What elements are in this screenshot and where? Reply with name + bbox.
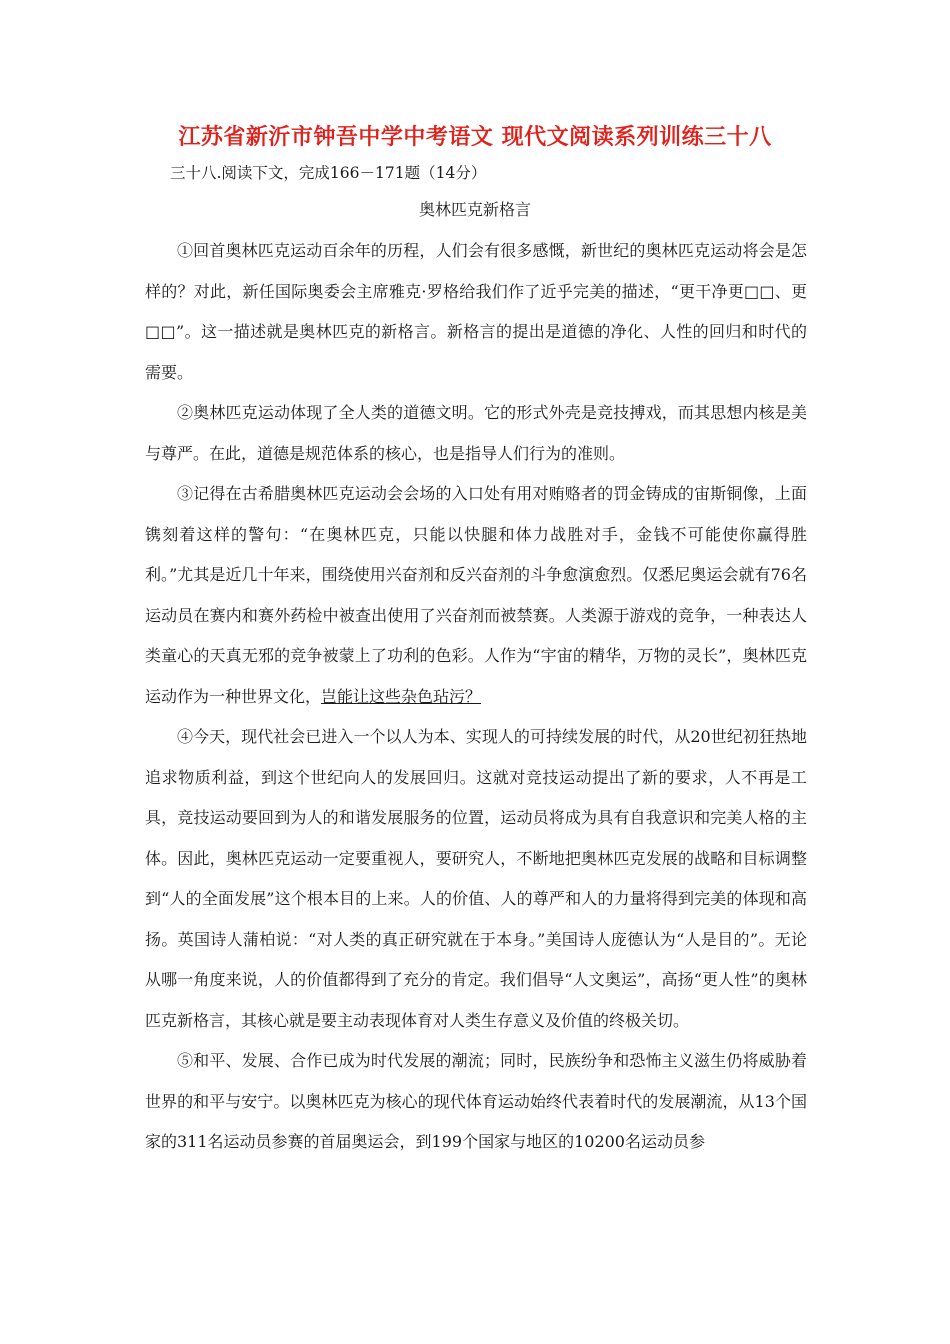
document-title: 江苏省新沂市钟吾中学中考语文 现代文阅读系列训练三十八 [178,125,772,150]
paragraph-5 [145,1041,807,1163]
paragraph-2 [145,393,807,474]
paragraph-text: ②奥林匹克运动体现了全人类的道德文明。它的形式外壳是竞技搏戏，而其思想内核是美与尊严。在此，道德是规范体系的核心，也是指导人们行为的准则。 [145,403,807,463]
paragraph-text: ①回首奥林匹克运动百余年的历程，人们会有很多感慨，新世纪的奥林匹克运动将会是怎样的？对此，新任国际奥委会主席雅克·罗格给我们作了近乎完美的描述，“更干净更□□、更□□”。这一描述就是奥林匹克的新格言。新格言的提出是道德的净化、人性的回归和时代的需要。 [145,241,807,382]
paragraph-3 [145,474,807,717]
paragraph-text: ⑤和平、发展、合作已成为时代发展的潮流；同时，民族纷争和恐怖主义滋生仍将威胁着世界的和平与安宁。以奥林匹克为核心的现代体育运动始终代表着时代的发展潮流，从13个国家的311名运动员参赛的首届奥运会，到199个国家与地区的10200名运动员参 [145,1051,807,1151]
underlined-sentence: 岂能让这些杂色玷污？ [321,686,482,706]
article-body [145,231,807,1163]
paragraph-1 [145,231,807,393]
paragraph-4 [145,717,807,1041]
paragraph-text: ④今天，现代社会已进入一个以人为本、实现人的可持续发展的时代，从20世纪初狂热地追求物质利益，到这个世纪向人的发展回归。这就对竞技运动提出了新的要求，人不再是工具，竞技运动要回到为人的和谐发展服务的位置，运动员将成为具有自我意识和完美人格的主体。因此，奥林匹克运动一定要重视人，要研究人，不断地把奥林匹克发展的战略和目标调整到“人的全面发展”这个根本目的上来。人的价值、人的尊严和人的力量将得到完美的体现和高扬。英国诗人蒲柏说：“对人类的真正研究就在于本身。”美国诗人庞德认为“人是目的”。无论从哪一角度来说，人的价值都得到了充分的肯定。我们倡导“人文奥运”，高扬“更人性”的奥林匹克新格言，其核心就是要主动表现体育对人类生存意义及价值的终极关切。 [145,727,807,1030]
question-intro: 三十八.阅读下文，完成166－171题（14分） [170,164,487,182]
article-title: 奥林匹克新格言 [418,200,531,219]
paragraph-text: ③记得在古希腊奥林匹克运动会会场的入口处有用对贿赂者的罚金铸成的宙斯铜像，上面镌刻着这样的警句：“在奥林匹克，只能以快腿和体力战胜对手，金钱不可能使你赢得胜利。”尤其是近几十年来，围绕使用兴奋剂和反兴奋剂的斗争愈演愈烈。仅悉尼奥运会就有76名运动员在赛内和赛外药检中被查出使用了兴奋剂而被禁赛。人类源于游戏的竞争，一种表达人类童心的天真无邪的竞争被蒙上了功利的色彩。人作为“宇宙的精华，万物的灵长”，奥林匹克运动作为一种世界文化， [145,484,807,706]
